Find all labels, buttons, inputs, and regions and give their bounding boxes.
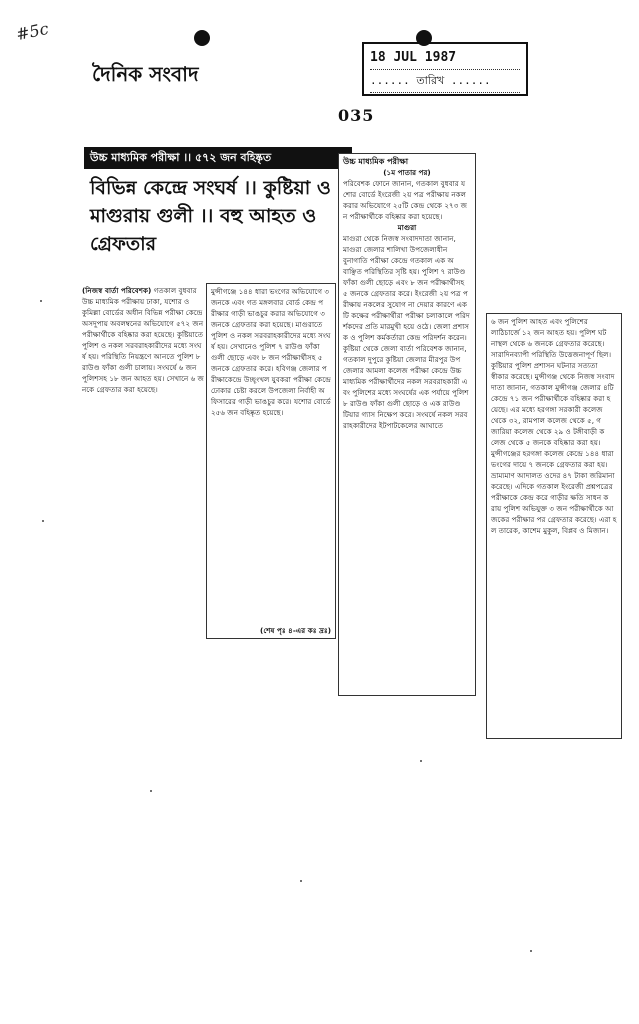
article1-col2-text: মুন্সীগঞ্জে ১৪৪ ধারা ভংগের অভিযোগে ৩ জনকে এবং গত মঙ্গলবার বোর্ড কেন্দ্র পরীক্ষার গাড়ী ভাঙচুর করার অভিযোগে ৩ জনকে গ্রেফতার করা হয়েছে। মাগুরাতে পুলিশ ও নকল সরবরাহকারীদের মধ্যে সংঘর্ষ হয়। সেখানেও পুলিশ ৭ রাউণ্ড ফাঁকা গুলী ছোড়ে এবং ৮ জন পরীক্ষার্থীসহ ৫ জনকে গ্রেফতার করে। হবিগঞ্জ জেলার পরীক্ষাকেন্দ্রে উচ্ছৃংখল যুবকরা পরীক্ষা কেন্দ্রে ঢোকার চেষ্টা করলে উপজেলা নির্বাহী অফিসারের গাড়ী ভাঙচুর করে। যশোর বোর্ডে ২৫৬ জন বহিষ্কৃত হয়েছে।	[211, 287, 331, 417]
handwritten-annotation: #5c	[14, 18, 51, 45]
article2-body2: মাগুরা থেকে নিজস্ব সংবাদদাতা জানান, মাগুরা জেলার শালিখা উপজেলাধীন বুনাগাতি পরীক্ষা কেন্দ্রে গতকাল এক অবাঞ্ছিত পরিস্থিতির সৃষ্টি হয়। পুলিশ ৭ রাউণ্ড ফাঁকা গুলী ছোড়ে এবং ৮ জন পরীক্ষার্থীসহ ৫ জনকে গ্রেফতার করে। ইংরেজী ২য় পত্র পরীক্ষায় নকলের সুযোগ না দেয়ার কারণে একটি কক্ষের পরীক্ষার্থীরা পরীক্ষা চলাকালে পরিদর্শকদের প্রতি মারমুখী হয়ে ওঠে। জেলা প্রশাসক ও পুলিশ কর্মকর্তারা কেন্দ্র পরিদর্শন করেন।	[343, 234, 470, 342]
article2-body1: পরিবেশক ফোনে জানান, গতকাল বুধবার যশোর বোর্ডে ইংরেজী ২য় পত্র পরীক্ষায় নকল করার অভিযোগে ২৫টি কেন্দ্র থেকে ২৭৩ জন পরীক্ষার্থীকে বহিষ্কার করা হয়েছে।	[343, 179, 468, 221]
article2-cont-from: (১ম পাতার পর)	[383, 168, 431, 177]
punch-hole-left	[194, 30, 210, 46]
article3-body: ৬ জন পুলিশ আহত এবং পুলিশের লাঠিচার্জে ১২ জন আহত হয়। পুলিশ ঘটনাস্থল থেকে ৬ জনকে গ্রেফতার করেছে। সারাদিনব্যাপী পরিস্থিতি উত্তেজনাপূর্ণ ছিল। কুষ্টিয়ার পুলিশ প্রশাসন ঘটনার সত্যতা স্বীকার করেছে। মুন্সীগঞ্জ থেকে নিজস্ব সংবাদদাতা জানান, গতকাল মুন্সীগঞ্জ জেলার ৪টি কেন্দ্রে ৭১ জন পরীক্ষার্থীকে বহিষ্কার করা হয়েছে। এর মধ্যে হরগঙ্গা সরকারী কলেজ থেকে ৩২, রামপাল কলেজ থেকে ৫, গজারিয়া কলেজ থেকে ২৯ ও টঙ্গীবাড়ী কলেজ থেকে ৫ জনকে বহিষ্কার করা হয়। মুন্সীগঞ্জের হরগঙ্গা কলেজ কেন্দ্রে ১৪৪ ধারা ভংগের দায়ে ৭ জনকে গ্রেফতার করা হয়। ভ্রাম্যমাণ আদালত ওদের ৪৭ টাকা জরিমানা করেছে। এদিকে গতকাল ইংরেজী প্রশ্নপত্রের পরীক্ষাকে কেন্দ্র করে গাড়ীর ক্ষতি সাধন করায় পুলিশ অভিযুক্ত ৩ জন পরীক্ষার্থীকে আজকের পরীক্ষার পর গ্রেফতার করেছে। এরা হল তারেক, কাশেম মুকুল, বিপ্লব ও মিজান।	[491, 317, 617, 535]
article1-col1-text: গতকাল বুধবার উচ্চ মাধ্যমিক পরীক্ষায় ঢাকা, যশোর ও কুমিল্লা বোর্ডের অধীন বিভিন্ন পরীক্ষা কেন্দ্রে অসদুপায় অবলম্বনের অভিযোগে ৫৭২ জন পরীক্ষার্থীকে বহিষ্কার করা হয়েছে। কুষ্টিয়াতে পুলিশ ও নকল সরবরাহকারীদের মধ্যে সংঘর্ষ হয়। পরিস্থিতি নিয়ন্ত্রণে আনতে পুলিশ ৮ রাউণ্ড ফাঁকা গুলী চালায়। সংঘর্ষে ৬ জন পুলিশসহ ১৮ জন আহত হয়। সেখানে ৬ জনকে গ্রেফতার করা হয়েছে।	[82, 286, 204, 394]
article2-subhead: মাগুরা	[397, 223, 417, 232]
article1-column1	[78, 283, 208, 394]
page-speck	[40, 300, 42, 302]
article-continued-label: (শেষ পৃঃ ৪-এর কঃ দ্রঃ)	[260, 626, 331, 635]
article2-head: উচ্চ মাধ্যমিক পরীক্ষা	[343, 157, 409, 166]
article-byline: (নিজস্ব বার্তা পরিবেশক)	[82, 286, 152, 295]
stamp-date: 18 JUL 1987	[370, 47, 520, 70]
newspaper-masthead: দৈনিক সংবাদ	[92, 62, 199, 86]
page-speck	[530, 950, 532, 952]
article3-column	[486, 313, 622, 739]
article2-column	[338, 153, 476, 696]
article-headline: বিভিন্ন কেন্দ্রে সংঘর্ষ ।। কুষ্টিয়া ও মাগুরায় গুলী ।। বহু আহত ও গ্রেফতার	[90, 177, 331, 255]
date-stamp	[362, 42, 528, 96]
page-speck	[150, 790, 152, 792]
article2-body3: কুষ্টিয়া থেকে জেলা বার্তা পরিবেশক জানান, গতকাল দুপুরে কুষ্টিয়া জেলার মীরপুর উপজেলার আমলা কলেজ পরীক্ষা কেন্দ্রে উচ্চ মাধ্যমিক পরীক্ষার্থীদের নকল সরবরাহকারী এবং পুলিশের মধ্যে সংঘর্ষের এক পর্যায়ে পুলিশ ৮ রাউণ্ড ফাঁকা গুলী ছোড়ে ও এক রাউণ্ড টিয়ার গ্যাস নিক্ষেপ করে। সংঘর্ষে নকল সরবরাহকারীদের ইটপাটকেলের আঘাতে	[343, 344, 469, 430]
stamp-line: ...... তারিখ ......	[370, 70, 520, 93]
article-kicker: উচ্চ মাধ্যমিক পরীক্ষা ।। ৫৭২ জন বহিষ্কৃত	[84, 147, 352, 169]
article1-column2	[206, 283, 336, 639]
page-speck	[420, 760, 422, 762]
page-speck	[42, 520, 44, 522]
page-speck	[300, 880, 302, 882]
page-number: 035	[338, 106, 375, 125]
